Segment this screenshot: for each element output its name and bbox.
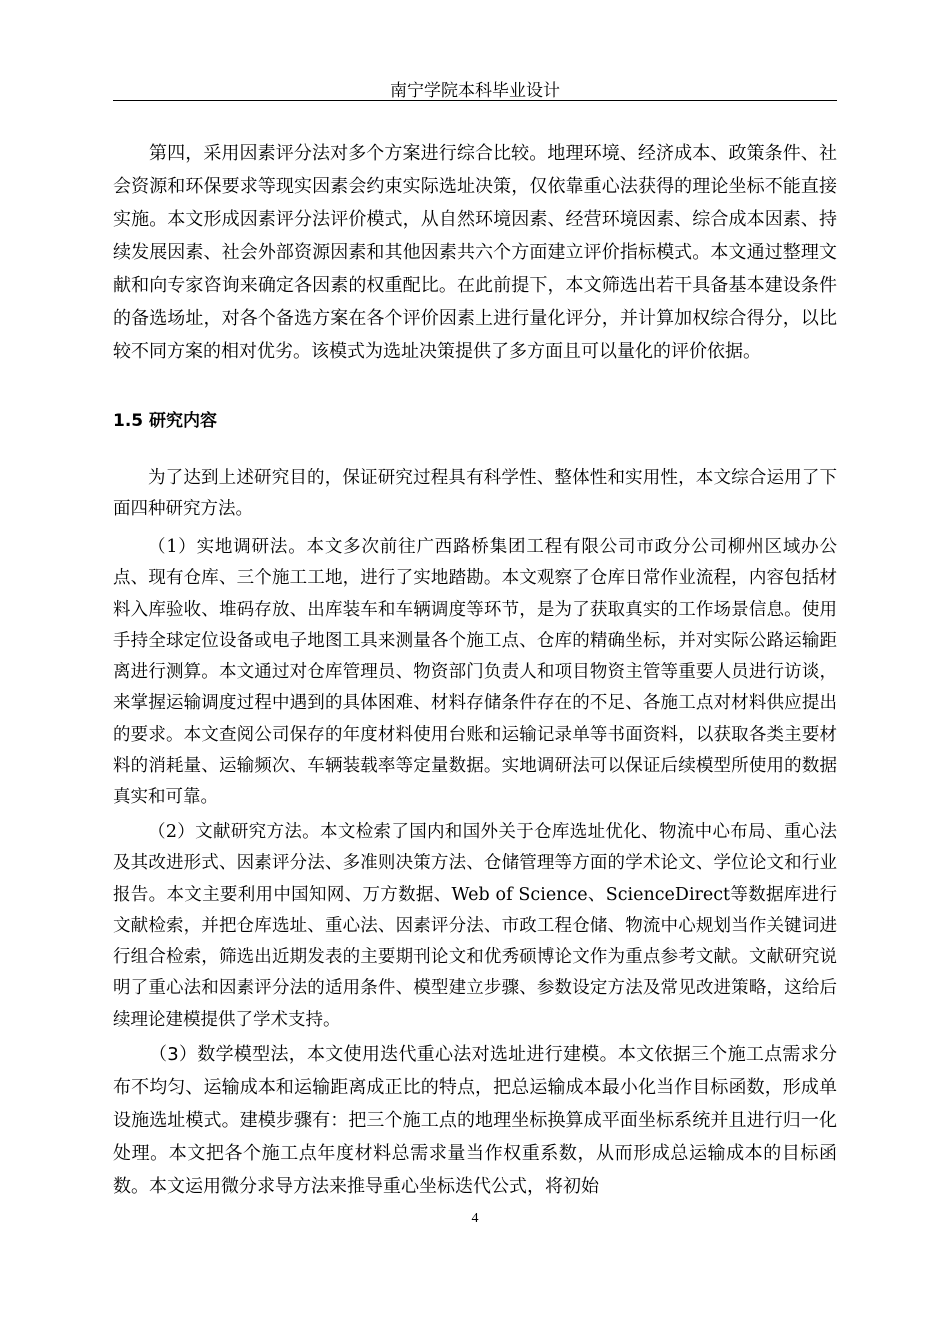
section-heading: 1.5 研究内容 (113, 411, 218, 431)
page-header-title: 南宁学院本科毕业设计 (390, 81, 560, 101)
paragraph-literature-research: （2）文献研究方法。本文检索了国内和国外关于仓库选址优化、物流中心布局、重心法及其改进形式、因素评分法、多准则决策方法、仓储管理等方面的学术论文、学位论文和行业报告。本文主要利用中国知网、万方数据、Web of Science、ScienceDirect等数据库进行文献检索，并把仓库选址、重心法、因素评分法、市政工程仓储、物流中心规划当作关键词进行组合检索，筛选出近期发表的主要期刊论文和优秀硕博论文作为重点参考文献。文献研究说明了重心法和因素评分法的适用条件、模型建立步骤、参数设定方法及常见改进策略，这给后续理论建模提供了学术支持。 (113, 822, 837, 1030)
paragraph-research-intro: 为了达到上述研究目的，保证研究过程具有科学性、整体性和实用性，本文综合运用了下面四种研究方法。 (113, 468, 837, 520)
paragraph-field-research: （1）实地调研法。本文多次前往广西路桥集团工程有限公司市政分公司柳州区域办公点、现有仓库、三个施工工地，进行了实地踏勘。本文观察了仓库日常作业流程，内容包括材料入库验收、堆码存放、出库装车和车辆调度等环节，是为了获取真实的工作场景信息。使用手持全球定位设备或电子地图工具来测量各个施工点、仓库的精确坐标，并对实际公路运输距离进行测算。本文通过对仓库管理员、物资部门负责人和项目物资主管等重要人员进行访谈，来掌握运输调度过程中遇到的具体困难、材料存储条件存在的不足、各施工点对材料供应提出的要求。本文查阅公司保存的年度材料使用台账和运输记录单等书面资料，以获取各类主要材料的消耗量、运输频次、车辆装载率等定量数据。实地调研法可以保证后续模型所使用的数据真实和可靠。 (113, 537, 837, 808)
paragraph-factor-scoring: 第四，采用因素评分法对多个方案进行综合比较。地理环境、经济成本、政策条件、社会资源和环保要求等现实因素会约束实际选址决策，仅依靠重心法获得的理论坐标不能直接实施。本文形成因素评分法评价模式，从自然环境因素、经营环境因素、综合成本因素、持续发展因素、社会外部资源因素和其他因素共六个方面建立评价指标模式。本文通过整理文献和向专家咨询来确定各因素的权重配比。在此前提下，本文筛选出若干具备基本建设条件的备选场址，对各个备选方案在各个评价因素上进行量化评分，并计算加权综合得分，以比较不同方案的相对优劣。该模式为选址决策提供了多方面且可以量化的评价依据。 (113, 143, 837, 362)
page-number: 4 (471, 1211, 479, 1226)
header-divider (113, 100, 837, 101)
paragraph-math-model: （3）数学模型法，本文使用迭代重心法对选址进行建模。本文依据三个施工点需求分布不均匀、运输成本和运输距离成正比的特点，把总运输成本最小化当作目标函数，形成单设施选址模式。建模步骤有：把三个施工点的地理坐标换算成平面坐标系统并且进行归一化处理。本文把各个施工点年度材料总需求量当作权重系数，从而形成总运输成本的目标函数。本文运用微分求导方法来推导重心坐标迭代公式，将初始 (113, 1044, 837, 1197)
